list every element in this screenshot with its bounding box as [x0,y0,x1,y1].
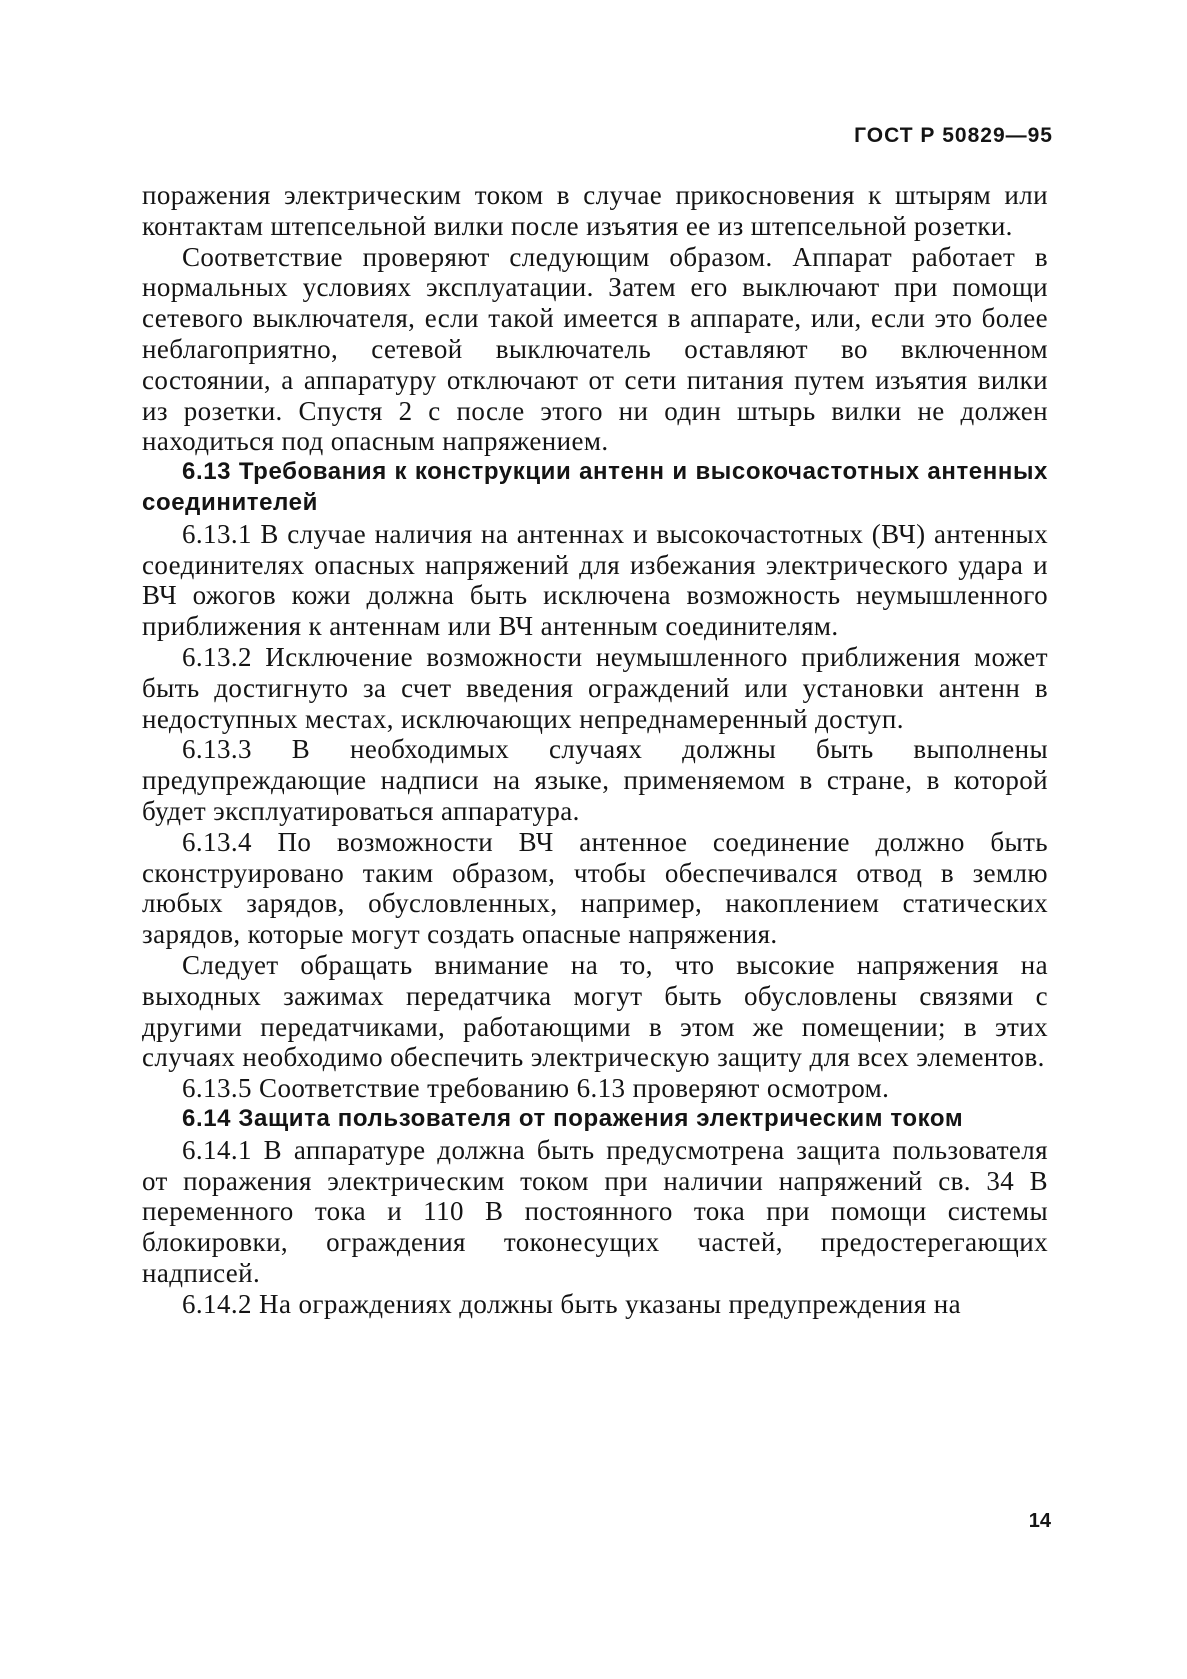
paragraph-compliance-check: Соответствие проверяют следующим образом. Аппарат работает в нормальных условиях эксплуатации. Затем его выключают при помощи сетевого выключателя, если такой имеется в аппарате, или, если это более неблагоприятно, сетевой выключатель оставляют во включенном состоянии, а аппаратуру отключают от сети питания путем изъятия вилки из розетки. Спустя 2 с после этого ни один штырь вилки не должен находиться под опасным напряжением. [142,241,1048,457]
page-number: 14 [1028,1510,1051,1532]
clause-6-14-1: 6.14.1 В аппаратуре должна быть предусмотрена защита пользователя от поражения электрическим током при наличии напряжений св. 34 В переменного тока и 110 В постоянного тока при помощи системы блокировки, ограждения токонесущих частей, предостерегающих надписей. [142,1134,1048,1288]
clause-6-14-2: 6.14.2 На ограждениях должны быть указаны предупреждения на [182,1288,961,1319]
paragraph-high-voltage-note: Следует обращать внимание на то, что высокие напряжения на выходных зажимах передатчика могут быть обусловлены связями с другими передатчиками, работающими в этом же помещении; в этих случаях необходимо обеспечить электрическую защиту для всех элементов. [142,949,1048,1073]
clause-6-13-5: 6.13.5 Соответствие требованию 6.13 проверяют осмотром. [182,1073,890,1104]
clause-6-13-4: 6.13.4 По возможности ВЧ антенное соединение должно быть сконструировано таким образом, чтобы обеспечивался отвод в землю любых зарядов, обусловленных, например, накоплением статических зарядов, которые могут создать опасные напряжения. [142,826,1048,950]
paragraph-continuation: поражения электрическим током в случае прикосновения к штырям или контактам штепсельной вилки после изъятия ее из штепсельной розетки. [142,180,1048,241]
clause-6-13-2: 6.13.2 Исключение возможности неумышленного приближения может быть достигнуто за счет введения ограждений или установки антенн в недоступных местах, исключающих непреднамеренный доступ. [142,641,1048,734]
clause-6-13-1: 6.13.1 В случае наличия на антеннах и высокочастотных (ВЧ) антенных соединителях опасных напряжений для избежания электрического удара и ВЧ ожогов кожи должна быть исключена возможность неумышленного приближения к антеннам или ВЧ антенным соединителям. [142,518,1048,642]
document-header: ГОСТ Р 50829—95 [854,124,1053,147]
clause-6-13-3: 6.13.3 В необходимых случаях должны быть выполнены предупреждающие надписи на языке, применяемом в стране, в которой будет эксплуатироваться аппаратура. [142,734,1048,826]
section-heading-6-13: 6.13 Требования к конструкции антенн и высокочастотных антенных соединителей [142,458,1048,516]
section-heading-6-14: 6.14 Защита пользователя от поражения электрическим током [182,1104,964,1132]
document-body [142,180,1048,1319]
